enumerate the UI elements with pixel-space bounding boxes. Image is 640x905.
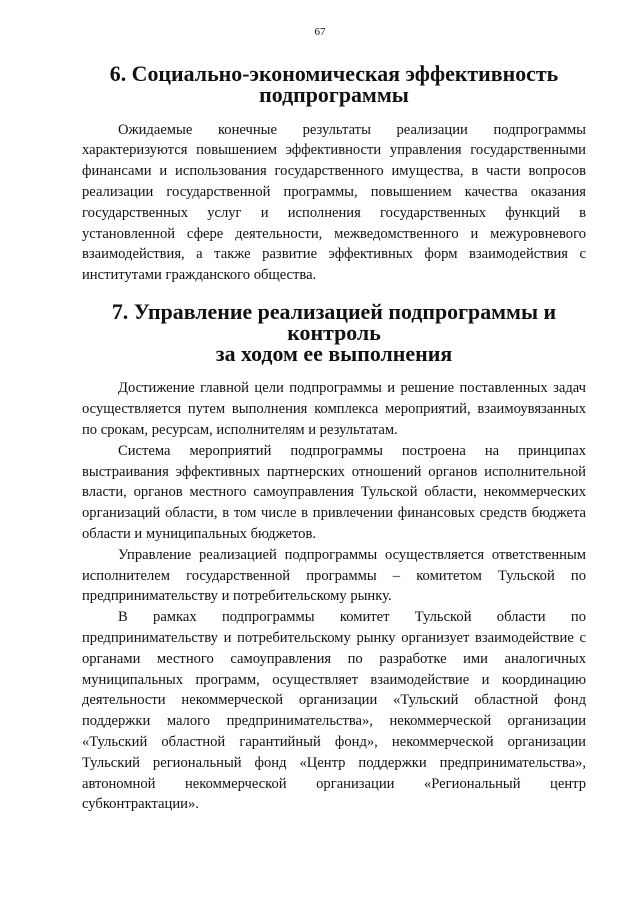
section-7-heading (82, 298, 586, 366)
section-7-paragraph: Управление реализацией подпрограммы осуществляется ответственным исполнителем государственной программы – комитетом Тульской по предпринимательству и потребительскому рынку. (82, 546, 586, 605)
section-6-paragraph: Ожидаемые конечные результаты реализации подпрограммы характеризуются повышением эффективности управления государственными финансами и использования государственного имущества, в части вопросов реализации государственной программы, повышением качества оказания государственных услуг и исполнения государственных функций в установленной сфере деятельности, межведомственного и межуровневого взаимодействия, а также развитие эффективных форм взаимодействия с институтами гражданского общества. (82, 121, 586, 284)
page-number: 67 (314, 26, 326, 38)
section-7-paragraph: В рамках подпрограммы комитет Тульской области по предпринимательству и потребительскому рынку организует взаимодействие с органами местного самоуправления по разработке ими аналогичных муниципальных программ, осуществляет взаимодействие и координацию деятельности некоммерческой организации «Тульский областной фонд поддержки малого предпринимательства», некоммерческой организации «Тульский областной гарантийный фонд», некоммерческой организации Тульский региональный фонд «Центр поддержки предпринимательства», автономной некоммерческой организации «Региональный центр субконтрактации». (82, 609, 586, 813)
section-7-paragraph: Система мероприятий подпрограммы построена на принципах выстраивания эффективных партнерских отношений органов исполнительной власти, органов местного самоуправления Тульской области, некоммерческих организаций области, в том числе в привлечении финансовых средств бюджета области и муниципальных бюджетов. (82, 442, 586, 542)
section-7-heading-line-2: за ходом ее выполнения (215, 340, 453, 366)
section-7-paragraph: Достижение главной цели подпрограммы и решение поставленных задач осуществляется путем выполнения комплекса мероприятий, взаимоувязанных по срокам, ресурсам, исполнителям и результатам. (82, 380, 586, 438)
document-body (82, 61, 586, 815)
section-6-heading: 6. Социально-экономическая эффективность подпрограммы (109, 61, 559, 107)
section-7-heading-line-1: 7. Управление реализацией подпрограммы и контроль (111, 298, 557, 345)
